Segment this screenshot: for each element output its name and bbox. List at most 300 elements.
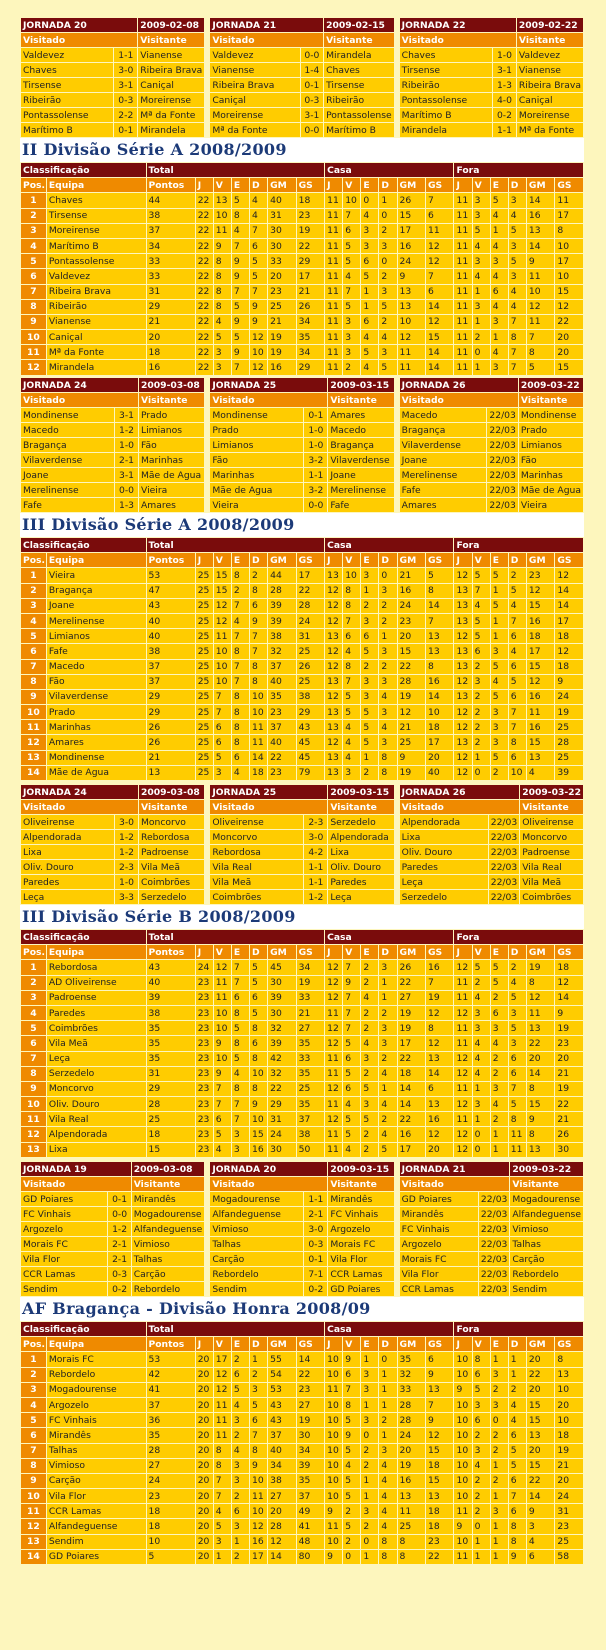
stat-cell: 11: [325, 208, 343, 223]
stat-cell: 3: [490, 360, 508, 375]
stat-cell: 53: [146, 568, 195, 583]
stat-cell: 28: [146, 1443, 195, 1458]
stat-cell: 2: [472, 689, 490, 704]
away-team: Caniçal: [516, 93, 583, 108]
game-row: [210, 423, 394, 438]
section-title: III Divisão Série B 2008/2009: [20, 905, 584, 929]
game-row: [210, 438, 394, 453]
game-row: [21, 48, 205, 63]
stat-cell: 12: [454, 1066, 472, 1081]
stat-cell: 13: [454, 644, 472, 659]
jornada-name: JORNADA 22: [399, 18, 516, 33]
stat-cell: 3: [231, 1142, 249, 1157]
stat-cell: 22: [397, 975, 425, 990]
score: 22/03: [488, 860, 519, 875]
stat-cell: 44: [146, 193, 195, 208]
stat-cell: 2: [361, 960, 379, 975]
stat-cell: 5: [343, 1036, 361, 1051]
col-header-gs: GS: [555, 945, 584, 960]
stat-cell: 4: [472, 1051, 490, 1066]
stat-cell: 2: [490, 1066, 508, 1081]
game-row: [399, 438, 583, 453]
stat-cell: 1: [472, 284, 490, 299]
stat-cell: 4: [379, 1127, 397, 1142]
home-team: Argozelo: [399, 1237, 478, 1252]
home-team: Ribeira Brava: [210, 78, 300, 93]
stat-cell: 7: [213, 705, 231, 720]
away-team: Vila Meã: [139, 860, 205, 875]
standings-table: [20, 1321, 584, 1565]
col-header-j: J: [454, 178, 472, 193]
home-team: Paredes: [399, 860, 488, 875]
stat-cell: 2: [361, 975, 379, 990]
stat-cell: 13: [454, 689, 472, 704]
stat-cell: 11: [454, 208, 472, 223]
game-row: [21, 93, 205, 108]
score: 1-1: [114, 48, 138, 63]
stat-cell: 24: [296, 613, 325, 628]
stat-cell: 12: [454, 629, 472, 644]
stat-cell: 1: [508, 1367, 526, 1382]
stat-cell: 3: [472, 193, 490, 208]
stat-cell: 23: [526, 568, 554, 583]
stat-cell: 4: [472, 990, 490, 1005]
stat-cell: 22: [296, 1367, 325, 1382]
game-row: [21, 63, 205, 78]
stat-cell: 37: [296, 1112, 325, 1127]
stat-cell: 3: [472, 1021, 490, 1036]
stat-cell: 6: [426, 208, 454, 223]
stat-cell: 8: [379, 1549, 397, 1564]
stat-cell: 10: [454, 1367, 472, 1382]
stat-cell: 6: [490, 284, 508, 299]
stat-cell: 2: [472, 659, 490, 674]
stat-cell: 28: [555, 735, 584, 750]
stat-cell: 11: [454, 193, 472, 208]
score: 2-1: [108, 1252, 131, 1267]
stat-cell: 12: [454, 720, 472, 735]
stat-cell: 23: [195, 1036, 213, 1051]
stat-cell: 2: [490, 765, 508, 780]
stat-cell: 1: [490, 583, 508, 598]
stat-cell: 14: [426, 1066, 454, 1081]
jornada-table: [20, 1161, 205, 1297]
home-team: Morais FC: [399, 1252, 478, 1267]
stat-cell: 0: [472, 1519, 490, 1534]
stat-cell: 20: [526, 1352, 554, 1367]
visitado-header: Visitado: [21, 1177, 132, 1192]
team-name: Carção: [46, 1473, 146, 1488]
stat-cell: 18: [555, 1428, 584, 1443]
home-team: Mondinense: [21, 408, 115, 423]
stat-cell: 2: [379, 1051, 397, 1066]
stat-cell: 7: [343, 1382, 361, 1397]
stat-cell: 13: [325, 705, 343, 720]
col-header-gm: GM: [268, 1337, 296, 1352]
stat-cell: 18: [526, 629, 554, 644]
stat-cell: 22: [555, 1097, 584, 1112]
score: 2-3: [304, 815, 328, 830]
stat-cell: 16: [397, 583, 425, 598]
stat-cell: 35: [268, 689, 296, 704]
stat-cell: 4: [526, 1534, 554, 1549]
stat-cell: 12: [325, 689, 343, 704]
col-header-j: J: [195, 945, 213, 960]
score: 22/03: [487, 408, 518, 423]
stat-cell: 8: [231, 644, 249, 659]
score: 1-2: [108, 1222, 131, 1237]
stat-cell: 24: [397, 254, 425, 269]
stat-cell: 2: [361, 1021, 379, 1036]
stat-cell: 12: [555, 644, 584, 659]
col-header-gs: GS: [555, 553, 584, 568]
col-header-equipa: Equipa: [46, 945, 146, 960]
stat-cell: 11: [325, 254, 343, 269]
col-header-j: J: [454, 1337, 472, 1352]
stat-cell: 10: [213, 1005, 231, 1020]
stat-cell: 4: [361, 208, 379, 223]
stat-cell: 22: [296, 238, 325, 253]
table-row: [21, 1534, 584, 1549]
away-team: Moncorvo: [139, 815, 205, 830]
stat-cell: 13: [426, 629, 454, 644]
team-name: Ribeira Brava: [46, 284, 146, 299]
stat-cell: 9: [508, 1549, 526, 1564]
stat-cell: 11: [454, 223, 472, 238]
col-header-d: D: [379, 945, 397, 960]
stat-cell: 10: [454, 1413, 472, 1428]
stat-cell: 2: [508, 960, 526, 975]
visitado-header: Visitado: [210, 1177, 328, 1192]
score: 3-0: [114, 63, 138, 78]
stat-cell: 5: [361, 345, 379, 360]
jornada-date: 2009-02-08: [138, 18, 205, 33]
stat-cell: 10: [343, 193, 361, 208]
stat-cell: 5: [361, 735, 379, 750]
team-name: Vieira: [46, 568, 146, 583]
stat-cell: 1: [472, 1549, 490, 1564]
stat-cell: 5: [472, 629, 490, 644]
stat-cell: 1: [490, 1489, 508, 1504]
table-row: [21, 330, 584, 345]
stat-cell: 6: [250, 1413, 268, 1428]
stat-cell: 5: [343, 1127, 361, 1142]
stat-cell: 14: [526, 1489, 554, 1504]
jornada-date: 2009-03-08: [131, 1162, 205, 1177]
stat-cell: 3: [472, 254, 490, 269]
stat-cell: 8: [231, 568, 249, 583]
game-row: [21, 1192, 205, 1207]
away-team: Alfandeguense: [131, 1222, 205, 1237]
table-row: [21, 1051, 584, 1066]
stat-cell: 1: [361, 1489, 379, 1504]
jornada-table: [399, 784, 584, 905]
score: 3-1: [493, 63, 517, 78]
col-header-pos: Pos.: [21, 178, 47, 193]
stat-cell: 5: [250, 269, 268, 284]
col-header-gm: GM: [526, 553, 554, 568]
stat-cell: 25: [195, 659, 213, 674]
stat-cell: 19: [397, 1458, 425, 1473]
stat-cell: 29: [146, 705, 195, 720]
stat-cell: 4: [343, 1097, 361, 1112]
stat-cell: 29: [296, 360, 325, 375]
stat-cell: 7: [231, 1112, 249, 1127]
score: 3-0: [304, 830, 328, 845]
stat-cell: 3: [361, 689, 379, 704]
stat-cell: 9: [250, 299, 268, 314]
stat-cell: 13: [426, 1382, 454, 1397]
stat-cell: 9: [231, 345, 249, 360]
home-team: Mirandês: [399, 1207, 478, 1222]
position: 5: [21, 1021, 47, 1036]
stat-cell: 2: [361, 765, 379, 780]
section-title: II Divisão Série A 2008/2009: [20, 138, 584, 162]
stat-cell: 3: [361, 674, 379, 689]
stat-cell: 25: [195, 644, 213, 659]
stat-cell: 4: [490, 345, 508, 360]
stat-cell: 23: [195, 1142, 213, 1157]
stat-cell: 15: [426, 1443, 454, 1458]
jornada-date: 2009-03-08: [139, 378, 205, 393]
stat-cell: 8: [508, 1534, 526, 1549]
stat-cell: 18: [296, 193, 325, 208]
team-name: Oliv. Douro: [46, 1097, 146, 1112]
stat-cell: 11: [454, 975, 472, 990]
standings-table: [20, 929, 584, 1158]
stat-cell: 12: [426, 238, 454, 253]
away-team: Tirsense: [324, 78, 395, 93]
position: 10: [21, 705, 47, 720]
col-header-equipa: Equipa: [46, 1337, 146, 1352]
stat-cell: 19: [397, 689, 425, 704]
home-team: Valdevez: [210, 48, 300, 63]
stat-cell: 11: [526, 705, 554, 720]
stat-cell: 12: [426, 314, 454, 329]
stat-cell: 5: [361, 720, 379, 735]
stat-cell: 2: [490, 1443, 508, 1458]
stat-cell: 21: [146, 750, 195, 765]
home-team: Oliv. Douro: [21, 860, 115, 875]
stat-cell: 20: [195, 1352, 213, 1367]
stat-cell: 4: [379, 1504, 397, 1519]
position: 13: [21, 1534, 47, 1549]
stat-cell: 10: [213, 1021, 231, 1036]
stat-cell: 2: [361, 1127, 379, 1142]
stat-cell: 6: [426, 1352, 454, 1367]
stat-cell: 24: [555, 1489, 584, 1504]
stat-cell: 14: [268, 1549, 296, 1564]
stat-cell: 7: [231, 960, 249, 975]
stat-cell: 24: [268, 1127, 296, 1142]
stat-cell: 6: [526, 1549, 554, 1564]
position: 10: [21, 1489, 47, 1504]
away-team: Coimbrões: [139, 875, 205, 890]
casa-header: Casa: [325, 163, 454, 178]
position: 6: [21, 1428, 47, 1443]
stat-cell: 3: [361, 1413, 379, 1428]
stat-cell: 4: [379, 1097, 397, 1112]
stat-cell: 24: [555, 689, 584, 704]
jornada-date: 2009-02-22: [516, 18, 583, 33]
stat-cell: 13: [454, 583, 472, 598]
visitado-header: Visitado: [399, 33, 516, 48]
game-row: [21, 1282, 205, 1297]
visitado-header: Visitado: [210, 33, 324, 48]
table-row: [21, 1519, 584, 1534]
stat-cell: 10: [454, 1443, 472, 1458]
score: 0-3: [300, 93, 323, 108]
stat-cell: 2: [472, 705, 490, 720]
stat-cell: 22: [397, 1051, 425, 1066]
stat-cell: 5: [343, 1519, 361, 1534]
stat-cell: 9: [454, 1519, 472, 1534]
away-team: Oliveirense: [520, 815, 584, 830]
score: 4-2: [304, 845, 328, 860]
away-team: Sendim: [510, 1282, 584, 1297]
home-team: FC Vinhais: [399, 1222, 478, 1237]
position: 9: [21, 314, 47, 329]
stat-cell: 12: [250, 360, 268, 375]
stat-cell: 5: [343, 1066, 361, 1081]
stat-cell: 58: [555, 1549, 584, 1564]
score: 1-3: [115, 498, 139, 513]
stat-cell: 4: [343, 1142, 361, 1157]
score: 0-2: [108, 1282, 131, 1297]
stat-cell: 5: [508, 990, 526, 1005]
stat-cell: 12: [454, 1097, 472, 1112]
game-row: [21, 1207, 205, 1222]
col-header-d: D: [250, 178, 268, 193]
stat-cell: 11: [325, 193, 343, 208]
stat-cell: 40: [146, 613, 195, 628]
home-team: Morais FC: [21, 1237, 108, 1252]
visitado-header: Visitado: [21, 33, 138, 48]
stat-cell: 22: [268, 1081, 296, 1096]
col-header-j: J: [195, 1337, 213, 1352]
stat-cell: 14: [426, 345, 454, 360]
stat-cell: 10: [213, 1051, 231, 1066]
col-header-d: D: [379, 1337, 397, 1352]
stat-cell: 39: [296, 1458, 325, 1473]
away-team: Ribeira Brava: [516, 78, 583, 93]
away-team: Marítimo B: [324, 123, 395, 138]
table-row: [21, 254, 584, 269]
stat-cell: 10: [508, 765, 526, 780]
game-row: [399, 875, 583, 890]
stat-cell: 2: [361, 1142, 379, 1157]
score: 0-0: [115, 483, 139, 498]
home-team: Valdevez: [21, 48, 114, 63]
jornada-date: 2009-03-22: [510, 1162, 584, 1177]
stat-cell: 2: [343, 1534, 361, 1549]
col-header-j: J: [325, 553, 343, 568]
stat-cell: 25: [195, 674, 213, 689]
away-team: Marinhas: [139, 453, 205, 468]
col-header-v: V: [213, 553, 231, 568]
stat-cell: 4: [490, 299, 508, 314]
away-team: Ribeira Brava: [138, 63, 205, 78]
stat-cell: 20: [268, 1504, 296, 1519]
stat-cell: 15: [426, 1473, 454, 1488]
jornada-name: JORNADA 21: [399, 1162, 510, 1177]
team-name: Fafe: [46, 644, 146, 659]
stat-cell: 32: [268, 1021, 296, 1036]
col-header-j: J: [325, 945, 343, 960]
stat-cell: 1: [490, 223, 508, 238]
stat-cell: 20: [195, 1458, 213, 1473]
score: 0-3: [304, 1237, 328, 1252]
score: 3-1: [114, 78, 138, 93]
stat-cell: 19: [426, 990, 454, 1005]
table-row: [21, 568, 584, 583]
col-header-gm: GM: [397, 553, 425, 568]
away-team: Pontassolense: [324, 108, 395, 123]
stat-cell: 3: [231, 1127, 249, 1142]
col-header-gm: GM: [526, 945, 554, 960]
stat-cell: 19: [555, 1021, 584, 1036]
team-name: Rebordosa: [46, 960, 146, 975]
away-team: Lixa: [328, 845, 394, 860]
stat-cell: 6: [231, 990, 249, 1005]
stat-cell: 6: [426, 1081, 454, 1096]
stat-cell: 5: [472, 613, 490, 628]
col-header-gs: GS: [296, 945, 325, 960]
stat-cell: 9: [325, 1504, 343, 1519]
casa-header: Casa: [325, 1322, 454, 1337]
col-header-v: V: [343, 553, 361, 568]
stat-cell: 2: [490, 1382, 508, 1397]
stat-cell: 13: [454, 613, 472, 628]
away-team: Vila Real: [520, 860, 584, 875]
stat-cell: 2: [490, 1051, 508, 1066]
stat-cell: 3: [361, 1097, 379, 1112]
col-header-gm: GM: [526, 1337, 554, 1352]
stat-cell: 18: [426, 1458, 454, 1473]
home-team: Leça: [21, 890, 115, 905]
stat-cell: 20: [195, 1534, 213, 1549]
stat-cell: 3: [361, 1504, 379, 1519]
visitado-header: Visitado: [210, 393, 328, 408]
stat-cell: 35: [146, 1051, 195, 1066]
stat-cell: 9: [231, 254, 249, 269]
visitante-header: Visitante: [138, 33, 205, 48]
home-team: Bragança: [399, 423, 487, 438]
stat-cell: 22: [195, 208, 213, 223]
stat-cell: 20: [526, 1382, 554, 1397]
jornada-date: 2009-02-15: [324, 18, 395, 33]
stat-cell: 37: [268, 659, 296, 674]
stat-cell: 13: [397, 1489, 425, 1504]
stat-cell: 10: [213, 644, 231, 659]
game-row: [399, 498, 583, 513]
stat-cell: 20: [555, 1397, 584, 1412]
stat-cell: 8: [526, 1127, 554, 1142]
stat-cell: 80: [296, 1549, 325, 1564]
stat-cell: 25: [195, 613, 213, 628]
stat-cell: 19: [555, 705, 584, 720]
score: 3-1: [115, 468, 139, 483]
team-name: AD Oliveirense: [46, 975, 146, 990]
col-header-e: E: [361, 178, 379, 193]
stat-cell: 3: [379, 345, 397, 360]
stat-cell: 39: [268, 990, 296, 1005]
stat-cell: 10: [325, 1397, 343, 1412]
position: 8: [21, 299, 47, 314]
score: 0-0: [300, 123, 323, 138]
stat-cell: 7: [213, 1081, 231, 1096]
game-row: [399, 48, 583, 63]
